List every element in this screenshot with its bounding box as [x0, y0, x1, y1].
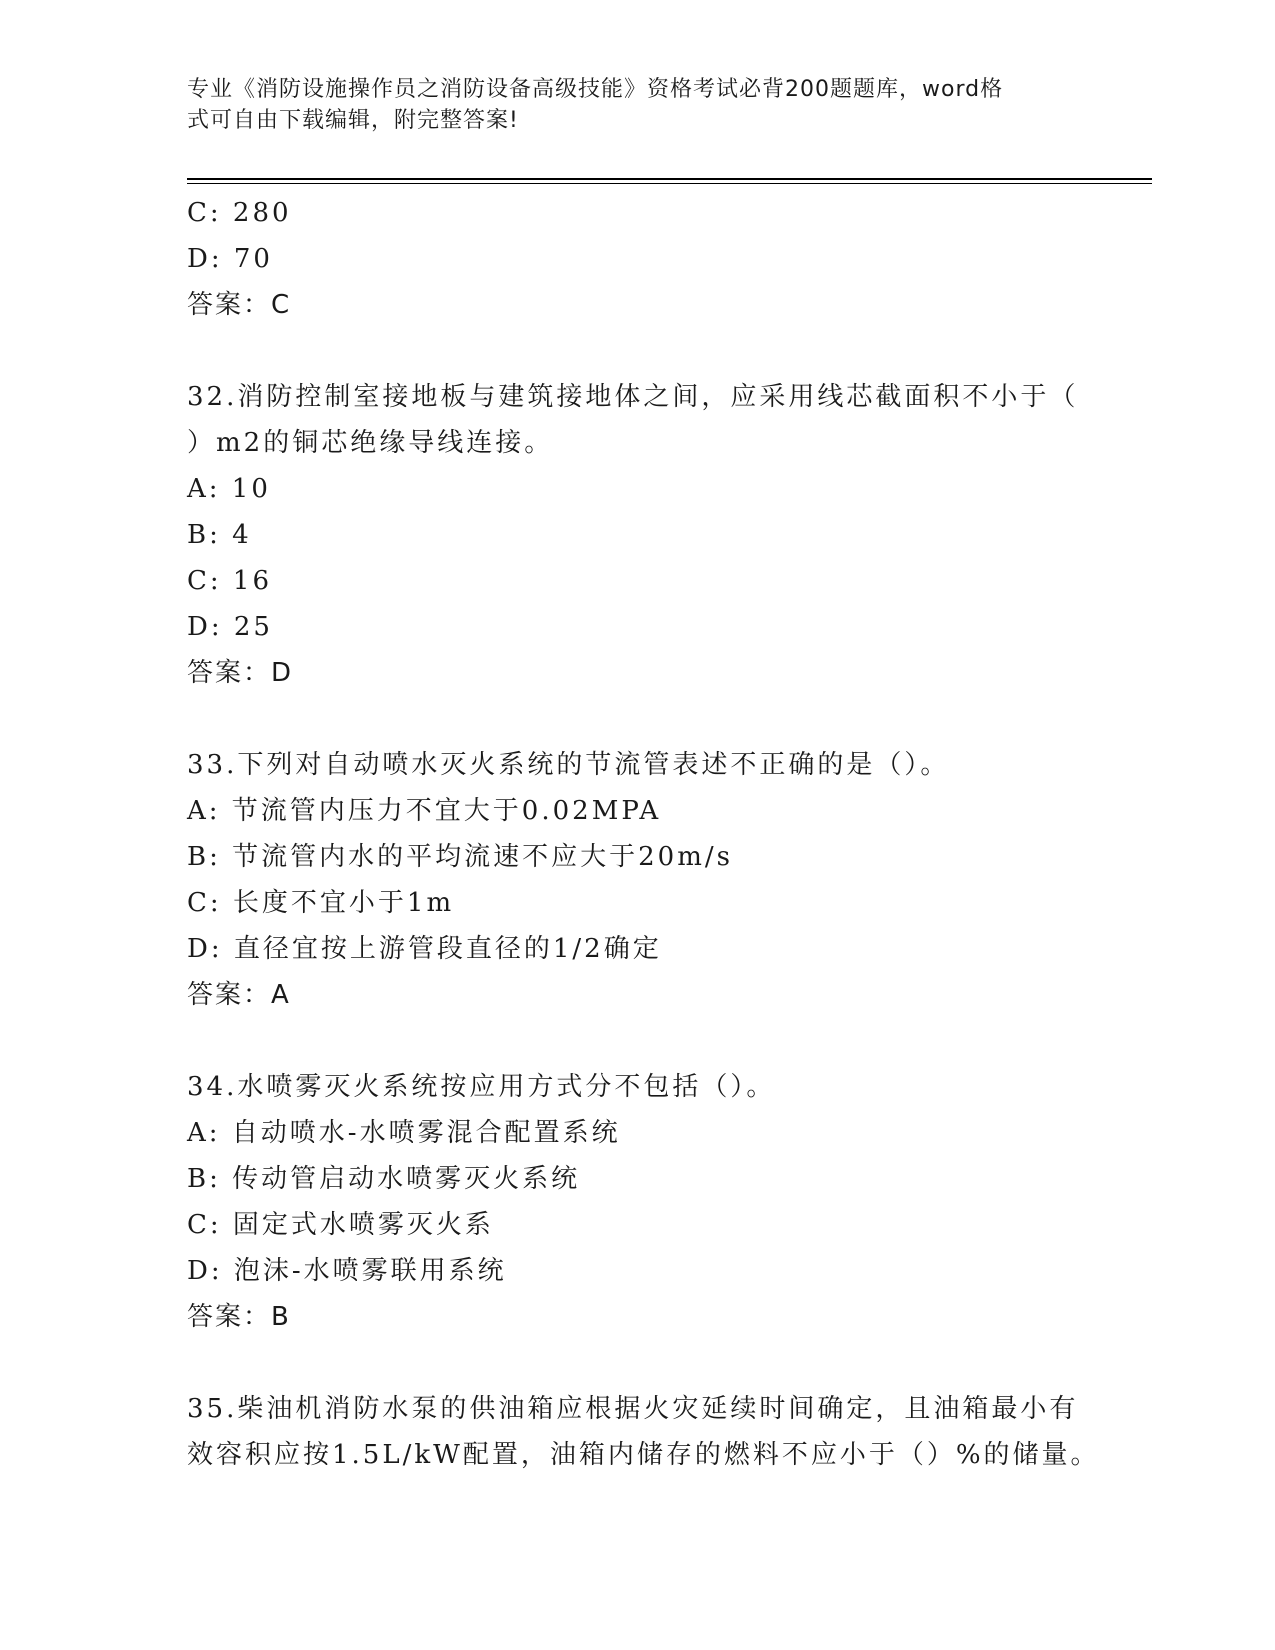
question-32: [187, 374, 1087, 696]
question-list: [187, 190, 1100, 1478]
question-stem: 35.柴油机消防水泵的供油箱应根据火灾延续时间确定，且油箱最小有: [187, 1394, 1079, 1424]
page-header: [187, 74, 1067, 136]
header-line-2: 式可自由下载编辑，附完整答案!: [187, 108, 519, 133]
option-a: A: 10: [187, 474, 271, 504]
spacer: [187, 328, 1087, 374]
spacer: [187, 1018, 1087, 1064]
question-31-tail: [187, 190, 1087, 328]
option-d: D: 泡沫-水喷雾联用系统: [187, 1256, 507, 1286]
question-34: [187, 1064, 1087, 1340]
option-b: B: 节流管内水的平均流速不应大于20m/s: [187, 842, 733, 872]
spacer: [187, 696, 1087, 742]
header-line-1: 专业《消防设施操作员之消防设备高级技能》资格考试必背200题题库，word格: [187, 77, 1004, 102]
question-stem: 34.水喷雾灭火系统按应用方式分不包括（）。: [187, 1072, 776, 1102]
option-b: B: 传动管启动水喷雾灭火系统: [187, 1164, 581, 1194]
answer-label: 答案：C: [187, 290, 292, 320]
header-rule-thick: [187, 178, 1152, 180]
option-c: C: 16: [187, 566, 273, 596]
question-stem-continued: ）m2的铜芯绝缘导线连接。: [187, 428, 554, 458]
option-a: A: 自动喷水-水喷雾混合配置系统: [187, 1118, 621, 1148]
option-d: D: 70: [187, 244, 273, 274]
question-35: [187, 1386, 1100, 1478]
answer-label: 答案：A: [187, 980, 291, 1010]
option-d: D: 25: [187, 612, 273, 642]
question-33: [187, 742, 1087, 1018]
spacer: [187, 1340, 1087, 1386]
option-a: A: 节流管内压力不宜大于0.02MPA: [187, 796, 662, 826]
header-rule-thin: [187, 183, 1152, 184]
question-stem: 33.下列对自动喷水灭火系统的节流管表述不正确的是（）。: [187, 750, 950, 780]
option-d: D: 直径宜按上游管段直径的1/2确定: [187, 934, 662, 964]
option-b: B: 4: [187, 520, 252, 550]
question-stem-continued: 效容积应按1.5L/kW配置，油箱内储存的燃料不应小于（）%的储量。: [187, 1440, 1100, 1470]
answer-label: 答案：D: [187, 658, 294, 688]
option-c: C: 固定式水喷雾灭火系: [187, 1210, 494, 1240]
question-stem: 32.消防控制室接地板与建筑接地体之间，应采用线芯截面积不小于（: [187, 382, 1079, 412]
option-c: C: 长度不宜小于1m: [187, 888, 455, 918]
option-c: C: 280: [187, 198, 292, 228]
answer-label: 答案：B: [187, 1302, 291, 1332]
